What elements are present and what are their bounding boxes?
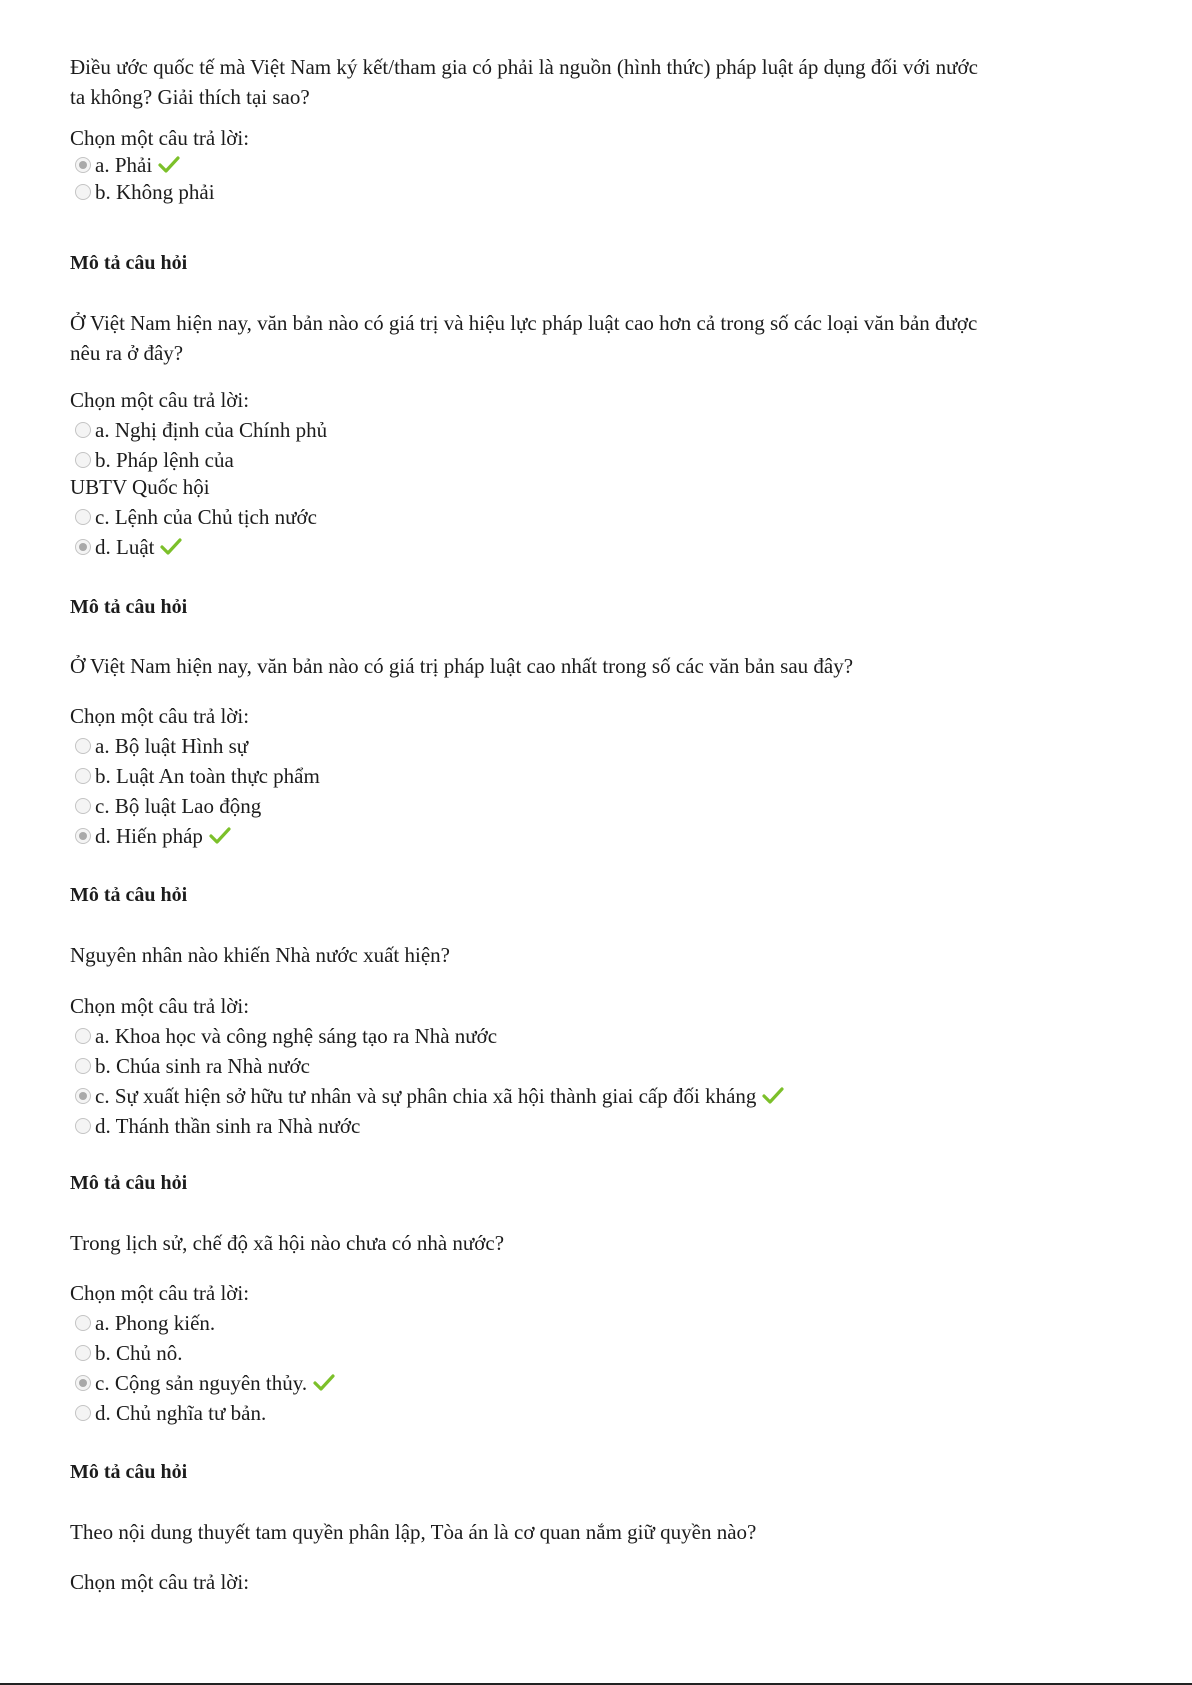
question-line: Ở Việt Nam hiện nay, văn bản nào có giá trị và hiệu lực pháp luật cao hơn cả trong số các loại văn bản được — [70, 311, 978, 335]
radio-icon[interactable] — [75, 1405, 91, 1421]
answer-prompt: Chọn một câu trả lời: — [70, 388, 250, 412]
question-text — [70, 308, 1130, 368]
option-label: d. Chủ nghĩa tư bản. — [95, 1401, 267, 1425]
answer-option[interactable] — [75, 1308, 215, 1338]
option-label: b. Chúa sinh ra Nhà nước — [95, 1054, 310, 1078]
answer-prompt: Chọn một câu trả lời: — [70, 1281, 250, 1305]
answer-option[interactable] — [75, 1111, 360, 1141]
radio-icon[interactable] — [75, 1028, 91, 1044]
answer-option[interactable] — [75, 791, 261, 821]
question-text — [70, 52, 1130, 112]
radio-selected-icon[interactable] — [75, 1375, 91, 1391]
answer-option[interactable] — [75, 1368, 335, 1398]
correct-check-icon — [313, 1374, 335, 1392]
section-heading: Mô tả câu hỏi — [70, 596, 188, 618]
answer-option[interactable] — [75, 821, 231, 851]
radio-icon[interactable] — [75, 452, 91, 468]
answer-prompt: Chọn một câu trả lời: — [70, 1570, 250, 1594]
section-heading: Mô tả câu hỏi — [70, 1172, 188, 1194]
answer-option[interactable] — [75, 177, 215, 207]
section-heading: Mô tả câu hỏi — [70, 1461, 188, 1483]
radio-icon[interactable] — [75, 1345, 91, 1361]
answer-option[interactable] — [75, 731, 248, 761]
answer-option[interactable] — [75, 1081, 784, 1111]
option-label: d. Thánh thần sinh ra Nhà nước — [95, 1114, 361, 1138]
radio-icon[interactable] — [75, 798, 91, 814]
question-line: ta không? Giải thích tại sao? — [70, 85, 310, 109]
radio-icon[interactable] — [75, 1315, 91, 1331]
answer-option[interactable] — [75, 502, 317, 532]
option-label: b. Luật An toàn thực phẩm — [95, 764, 320, 788]
option-label: c. Cộng sản nguyên thủy. — [95, 1371, 308, 1395]
option-label: c. Lệnh của Chủ tịch nước — [95, 505, 317, 529]
answer-prompt: Chọn một câu trả lời: — [70, 994, 250, 1018]
option-label: a. Bộ luật Hình sự — [95, 734, 249, 758]
answer-prompt: Chọn một câu trả lời: — [70, 126, 250, 150]
question-line: Điều ước quốc tế mà Việt Nam ký kết/tham gia có phải là nguồn (hình thức) pháp luật áp dụng đối với nước — [70, 55, 978, 79]
option-label: a. Phải — [95, 153, 153, 177]
answer-option[interactable] — [75, 761, 320, 791]
correct-check-icon — [158, 156, 180, 174]
radio-icon[interactable] — [75, 184, 91, 200]
answer-option[interactable] — [75, 415, 327, 445]
option-label: b. Chủ nô. — [95, 1341, 183, 1365]
option-label: d. Luật — [95, 535, 155, 559]
option-label: a. Khoa học và công nghệ sáng tạo ra Nhà nước — [95, 1024, 498, 1048]
radio-selected-icon[interactable] — [75, 539, 91, 555]
option-label: c. Bộ luật Lao động — [95, 794, 262, 818]
option-label: b. Pháp lệnh của — [95, 448, 234, 472]
answer-option[interactable] — [75, 1338, 183, 1368]
question-line: nêu ra ở đây? — [70, 341, 184, 365]
correct-check-icon — [160, 538, 182, 556]
radio-icon[interactable] — [75, 768, 91, 784]
question-text: Trong lịch sử, chế độ xã hội nào chưa có nhà nước? — [70, 1231, 505, 1255]
question-text: Ở Việt Nam hiện nay, văn bản nào có giá trị pháp luật cao nhất trong số các văn bản sau đây? — [70, 654, 854, 678]
section-heading: Mô tả câu hỏi — [70, 252, 188, 274]
question-text: Theo nội dung thuyết tam quyền phân lập, Tòa án là cơ quan nắm giữ quyền nào? — [70, 1520, 757, 1544]
radio-icon[interactable] — [75, 1058, 91, 1074]
radio-icon[interactable] — [75, 509, 91, 525]
option-label: a. Nghị định của Chính phủ — [95, 418, 328, 442]
answer-prompt: Chọn một câu trả lời: — [70, 704, 250, 728]
option-label: a. Phong kiến. — [95, 1311, 216, 1335]
option-label: c. Sự xuất hiện sở hữu tư nhân và sự phân chia xã hội thành giai cấp đối kháng — [95, 1084, 757, 1108]
radio-icon[interactable] — [75, 1118, 91, 1134]
answer-option[interactable] — [75, 1021, 497, 1051]
radio-selected-icon[interactable] — [75, 157, 91, 173]
option-label: d. Hiến pháp — [95, 824, 203, 848]
question-text: Nguyên nhân nào khiến Nhà nước xuất hiện? — [70, 943, 450, 967]
answer-option[interactable] — [75, 445, 234, 475]
correct-check-icon — [762, 1087, 784, 1105]
answer-option[interactable] — [75, 532, 182, 562]
radio-selected-icon[interactable] — [75, 828, 91, 844]
radio-selected-icon[interactable] — [75, 1088, 91, 1104]
answer-option[interactable] — [75, 1398, 266, 1428]
correct-check-icon — [209, 827, 231, 845]
option-label: b. Không phải — [95, 180, 215, 204]
answer-option[interactable] — [75, 1051, 310, 1081]
radio-icon[interactable] — [75, 738, 91, 754]
answer-option[interactable] — [75, 150, 180, 180]
section-heading: Mô tả câu hỏi — [70, 884, 188, 906]
radio-icon[interactable] — [75, 422, 91, 438]
option-label-continued: UBTV Quốc hội — [70, 475, 210, 499]
